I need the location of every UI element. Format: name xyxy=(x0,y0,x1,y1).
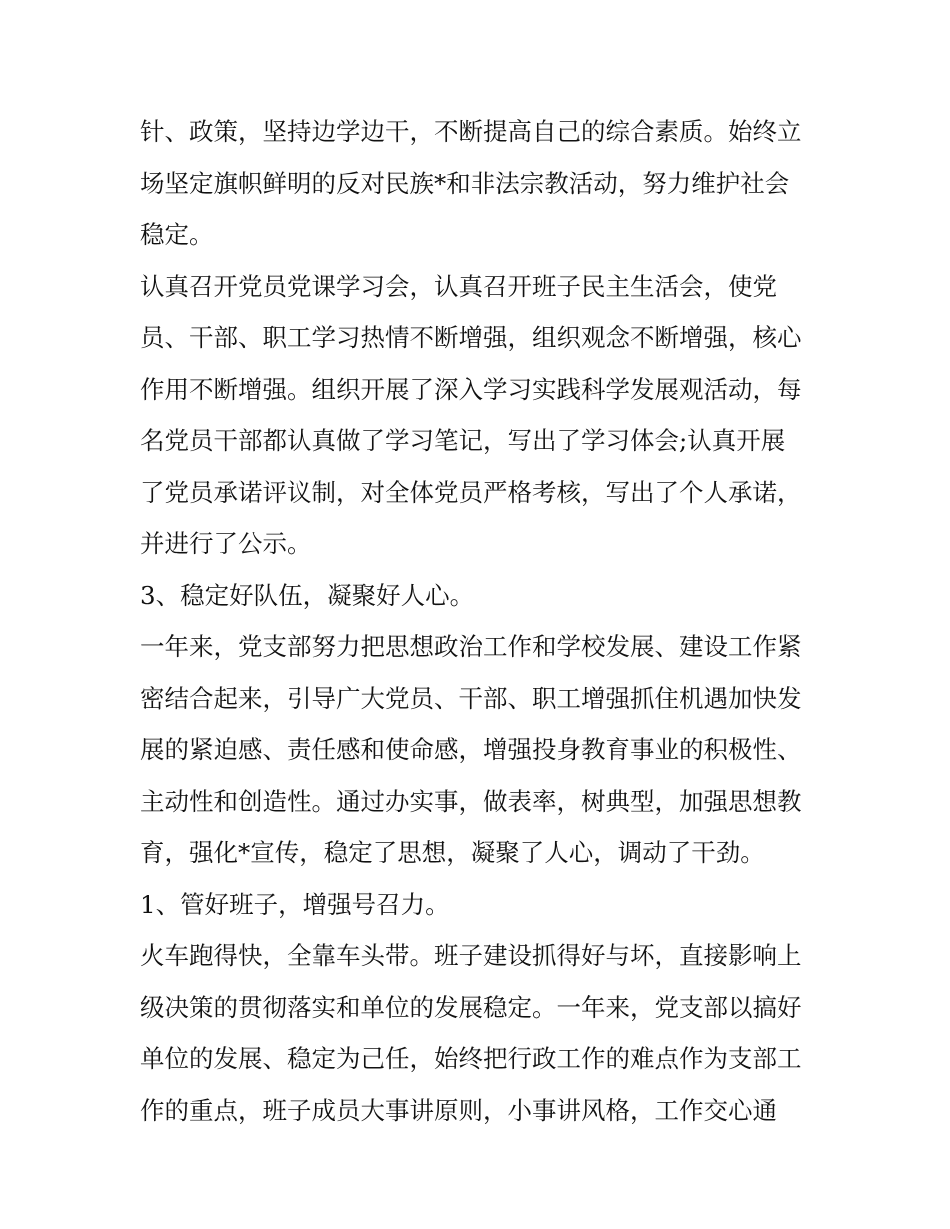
text-line: 了党员承诺评议制，对全体党员严格考核，写出了个人承诺， xyxy=(140,477,802,507)
text-line: 并进行了公示。 xyxy=(140,529,312,558)
text-line: 稳定。 xyxy=(140,220,214,249)
text-line: 级决策的贯彻落实和单位的发展稳定。一年来，党支部以搞好 xyxy=(140,992,802,1022)
text-line: 作的重点，班子成员大事讲原则，小事讲风格，工作交心通 xyxy=(140,1095,777,1125)
text-line: 作用不断增强。组织开展了深入学习实践科学发展观活动，每 xyxy=(140,374,802,404)
text-line: 育，强化*宣传，稳定了思想，凝聚了人心，调动了干劲。 xyxy=(140,838,765,867)
section-heading: 3、稳定好队伍，凝聚好人心。 xyxy=(140,580,475,610)
text-line: 针、政策，坚持边学边干，不断提高自己的综合素质。始终立 xyxy=(140,117,802,146)
text-line: 火车跑得快，全靠车头带。班子建设抓得好与坏，直接影响上 xyxy=(140,941,802,970)
text-line: 一年来，党支部努力把思想政治工作和学校发展、建设工作紧 xyxy=(140,632,802,661)
text-line: 主动性和创造性。通过办实事，做表率，树典型，加强思想教 xyxy=(140,786,802,816)
body-text xyxy=(140,106,820,1136)
text-line: 名党员干部都认真做了学习笔记，写出了学习体会;认真开展 xyxy=(140,426,786,455)
section-heading: 1、管好班子，增强号召力。 xyxy=(140,889,450,919)
text-line: 密结合起来，引导广大党员、干部、职工增强抓住机遇加快发 xyxy=(140,683,802,713)
text-line: 场坚定旗帜鲜明的反对民族*和非法宗教活动，努力维护社会 xyxy=(140,168,790,198)
text-line: 单位的发展、稳定为己任，始终把行政工作的难点作为支部工 xyxy=(140,1044,802,1073)
text-line: 员、干部、职工学习热情不断增强，组织观念不断增强，核心 xyxy=(140,323,802,352)
text-line: 认真召开党员党课学习会，认真召开班子民主生活会，使党 xyxy=(140,271,777,301)
text-line: 展的紧迫感、责任感和使命感，增强投身教育事业的积极性、 xyxy=(140,735,802,764)
